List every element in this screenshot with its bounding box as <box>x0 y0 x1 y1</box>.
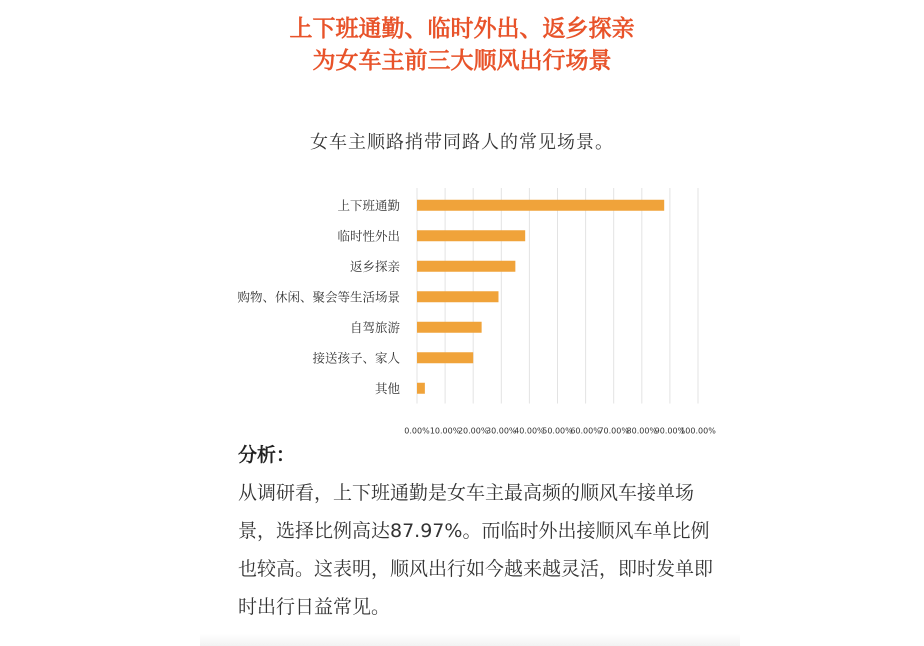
headline-line-2: 为女车主前三大顺风出行场景 <box>312 48 612 74</box>
category-label: 自驾旅游 <box>349 319 400 335</box>
analysis-title: 分析： <box>238 444 296 466</box>
chart-title: 女车主顺路捎带同路人的常见场景。 <box>310 132 614 153</box>
x-tick-label: 10.00% <box>429 426 461 436</box>
x-tick-label: 80.00% <box>626 426 658 436</box>
x-tick-label: 60.00% <box>570 426 601 436</box>
bottom-divider <box>200 634 740 646</box>
x-tick-label: 90.00% <box>654 426 686 436</box>
analysis-body: 从调研看，上下班通勤是女车主最高频的顺风车接单场景，选择比例高达87.97%。而临时外出接顺风车单比例也较高。这表明，顺风出行如今越来越灵活，即时发单即时出行日益常见。 <box>238 482 714 618</box>
category-label: 其他 <box>374 380 400 396</box>
x-tick-label: 30.00% <box>486 426 517 436</box>
category-label: 临时性外出 <box>337 228 400 244</box>
x-tick-label: 70.00% <box>598 426 629 436</box>
category-label: 购物、休闲、聚会等生活场景 <box>237 289 400 305</box>
category-label: 上下班通勤 <box>337 197 400 213</box>
x-tick-label: 100.00% <box>680 426 716 436</box>
x-tick-label: 0.00% <box>404 426 430 436</box>
category-label: 接送孩子、家人 <box>312 350 400 366</box>
bar <box>417 322 482 333</box>
x-tick-label: 40.00% <box>514 426 545 436</box>
bar <box>417 230 525 241</box>
headline-line-1: 上下班通勤、临时外出、返乡探亲 <box>289 16 635 42</box>
bar <box>417 261 515 272</box>
bar-chart <box>0 180 924 436</box>
x-tick-label: 20.00% <box>457 426 489 436</box>
bar <box>417 291 498 302</box>
category-label: 返乡探亲 <box>349 258 400 274</box>
bar <box>417 200 664 211</box>
bar <box>417 383 425 394</box>
x-tick-label: 50.00% <box>542 426 573 436</box>
bar <box>417 352 473 363</box>
